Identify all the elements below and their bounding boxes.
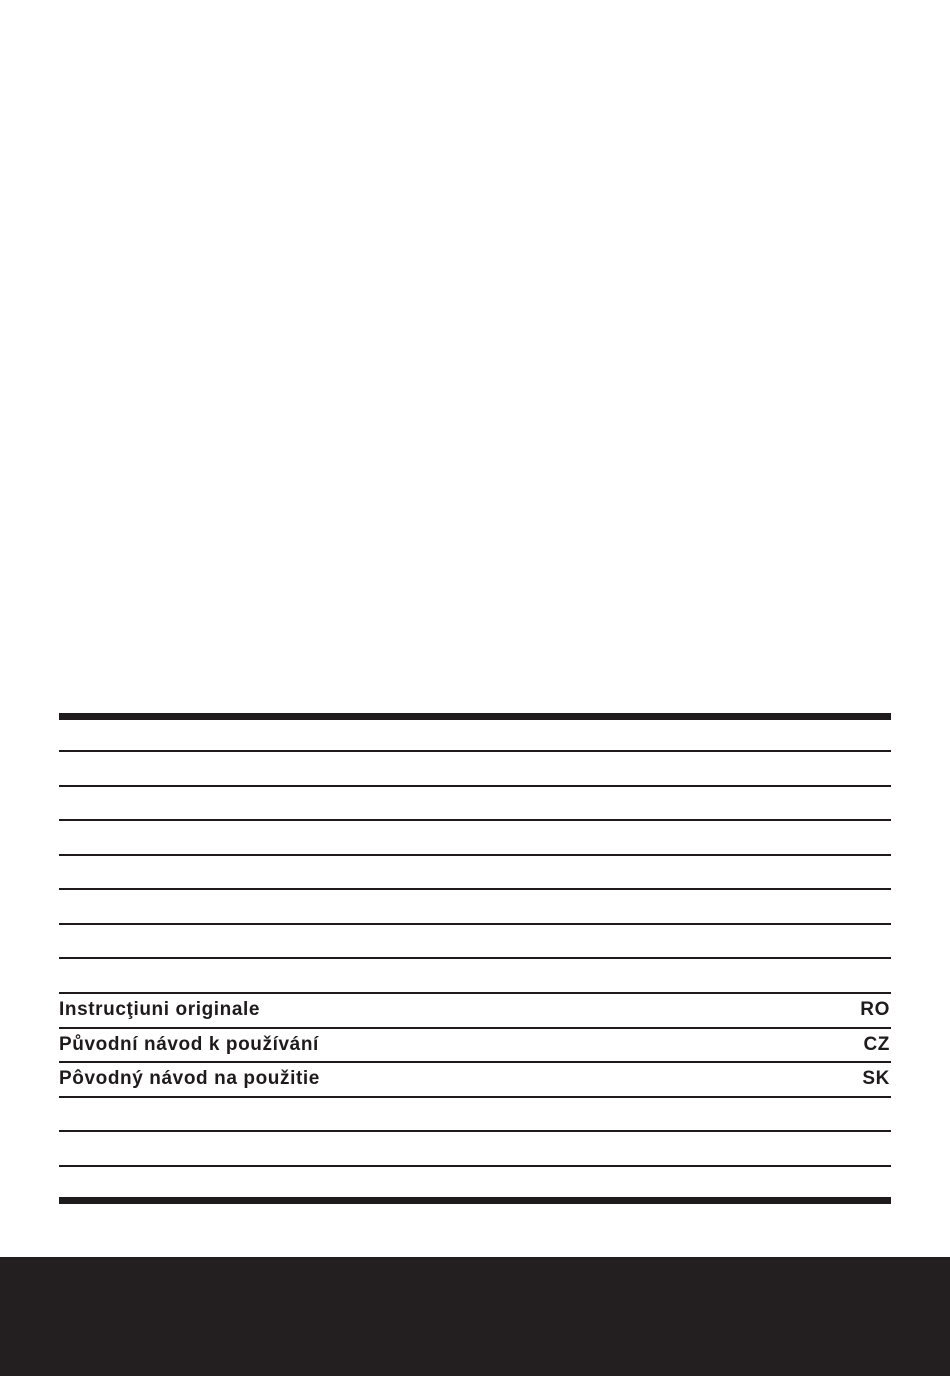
bottom-thick-rule	[59, 1197, 891, 1204]
top-thick-rule	[59, 713, 891, 720]
table-rule	[59, 1165, 891, 1167]
language-code: CZ	[863, 1034, 890, 1055]
table-rule	[59, 750, 891, 752]
language-row-cz	[59, 1028, 891, 1062]
language-code: RO	[860, 999, 890, 1020]
language-title: Instrucţiuni originale	[59, 999, 261, 1020]
table-rule	[59, 957, 891, 959]
table-rule	[59, 785, 891, 787]
language-title: Původní návod k používání	[59, 1034, 319, 1055]
table-rule	[59, 923, 891, 925]
language-row-sk	[59, 1062, 891, 1096]
footer-band	[0, 1257, 950, 1376]
table-rule	[59, 819, 891, 821]
table-rule	[59, 854, 891, 856]
table-rule	[59, 1130, 891, 1132]
language-title: Pôvodný návod na použitie	[59, 1068, 320, 1089]
table-rule	[59, 888, 891, 890]
language-code: SK	[862, 1068, 890, 1089]
language-row-ro	[59, 993, 891, 1027]
table-rule	[59, 1096, 891, 1098]
